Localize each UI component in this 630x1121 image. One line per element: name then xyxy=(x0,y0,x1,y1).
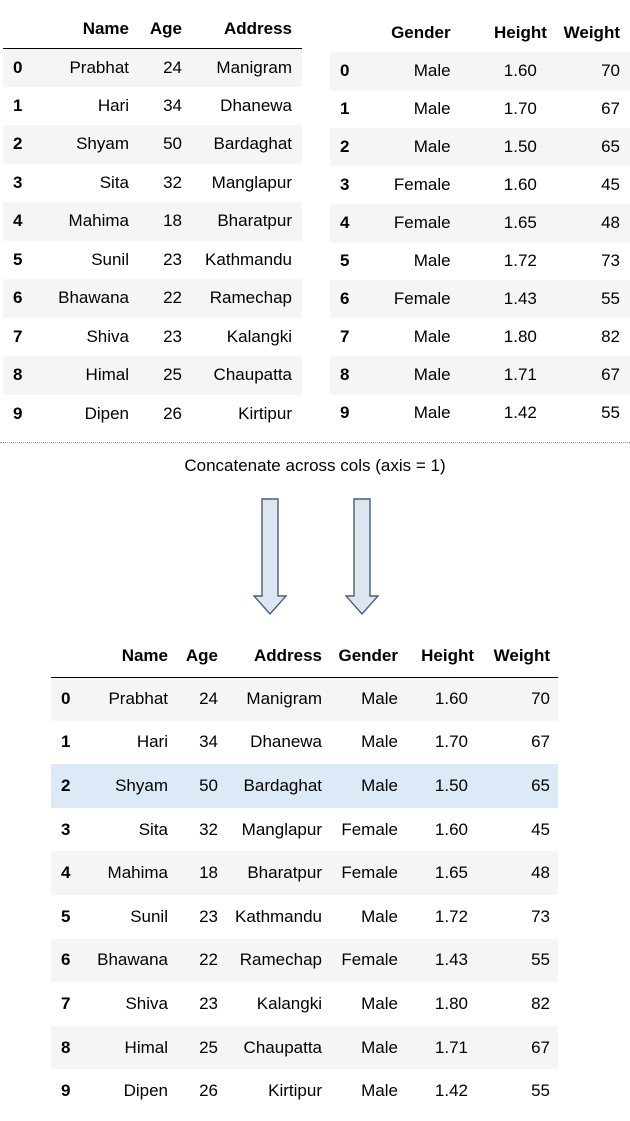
column-header: Name xyxy=(96,636,176,677)
table-row xyxy=(51,982,558,1026)
table-cell: Male xyxy=(413,365,451,384)
table-cell: 73 xyxy=(531,906,550,926)
table-cell: Dipen xyxy=(123,1081,168,1101)
table-cell: 1.60 xyxy=(503,61,537,80)
table-row xyxy=(51,677,558,721)
table-cell: Shyam xyxy=(76,134,129,154)
table-cell: 65 xyxy=(531,775,550,795)
table-cell: Mahima xyxy=(68,211,129,231)
column-header: Height xyxy=(406,636,482,677)
concatenated-dataframe-table xyxy=(51,636,558,1113)
table-row xyxy=(51,1026,558,1070)
column-header: Weight xyxy=(563,23,620,42)
table-cell: 1.70 xyxy=(503,99,537,118)
table-row xyxy=(330,280,630,318)
table-cell: Kalangki xyxy=(256,993,322,1013)
table-cell: 24 xyxy=(163,57,182,77)
table-row xyxy=(3,125,302,164)
table-cell: Himal xyxy=(85,365,129,385)
column-header: Height xyxy=(494,23,547,42)
table-cell: 82 xyxy=(601,327,620,346)
table-cell: 34 xyxy=(163,95,182,115)
table-cell: 1.71 xyxy=(434,1037,468,1057)
table-cell: Ramechap xyxy=(239,950,322,970)
table-cell: Sita xyxy=(138,819,168,839)
table-cell: 48 xyxy=(531,863,550,883)
column-header: Age xyxy=(176,636,226,677)
table-cell: 45 xyxy=(531,819,550,839)
table-cell: Prabhat xyxy=(108,689,168,709)
row-index: 5 xyxy=(340,251,350,270)
table-row xyxy=(3,241,302,280)
table-cell: Bardaghat xyxy=(213,134,292,154)
table-cell: 26 xyxy=(163,403,182,423)
table-cell: 1.71 xyxy=(503,365,537,384)
row-index: 0 xyxy=(340,61,350,80)
table-cell: Bhawana xyxy=(58,288,129,308)
row-index: 9 xyxy=(61,1081,71,1101)
table-cell: Male xyxy=(413,403,451,422)
table-cell: Manglapur xyxy=(211,172,292,192)
operation-caption: Concatenate across cols (axis = 1) xyxy=(184,456,446,475)
table-row xyxy=(330,52,630,90)
table-cell: Dhanewa xyxy=(250,732,322,752)
table-cell: 25 xyxy=(163,365,182,385)
table-row xyxy=(3,87,302,126)
table-cell: Chaupatta xyxy=(213,365,292,385)
row-index: 5 xyxy=(61,906,71,926)
table-cell: 1.50 xyxy=(434,775,468,795)
table-row xyxy=(330,318,630,356)
table-cell: Sunil xyxy=(91,249,129,269)
index-header xyxy=(51,636,96,677)
table-cell: 45 xyxy=(601,175,620,194)
table-header-row xyxy=(3,10,302,48)
row-index: 1 xyxy=(13,95,23,115)
table-row xyxy=(3,395,302,434)
table-cell: Hari xyxy=(136,732,168,752)
table-cell: 1.80 xyxy=(434,993,468,1013)
table-cell: Kirtipur xyxy=(238,403,292,423)
column-header: Gender xyxy=(330,636,406,677)
row-index: 6 xyxy=(340,289,350,308)
table-cell: 67 xyxy=(601,99,620,118)
table-cell: Dhanewa xyxy=(220,95,292,115)
table-cell: 23 xyxy=(163,326,182,346)
table-cell: 23 xyxy=(199,906,218,926)
column-header: Age xyxy=(137,10,190,48)
table-cell: Male xyxy=(361,1081,398,1101)
table-cell: 1.50 xyxy=(503,137,537,156)
table-cell: Male xyxy=(413,99,451,118)
table-cell: Female xyxy=(393,175,451,194)
table-cell: Male xyxy=(361,775,398,795)
table-cell: Hari xyxy=(97,95,129,115)
column-header: Name xyxy=(44,10,137,48)
table-cell: Mahima xyxy=(107,863,168,883)
table-row xyxy=(330,128,630,166)
row-index: 6 xyxy=(13,288,23,308)
table-cell: 1.72 xyxy=(434,906,468,926)
row-index: 4 xyxy=(13,211,23,231)
table-cell: Chaupatta xyxy=(243,1037,322,1057)
table-row xyxy=(3,356,302,395)
table-row xyxy=(330,356,630,394)
right-dataframe-table xyxy=(330,14,630,432)
table-cell: Manglapur xyxy=(241,819,322,839)
table-cell: Female xyxy=(393,213,451,232)
table-cell: Ramechap xyxy=(209,288,292,308)
table-cell: Sunil xyxy=(130,906,168,926)
row-index: 3 xyxy=(340,175,350,194)
table-row xyxy=(51,764,558,808)
table-cell: 1.80 xyxy=(503,327,537,346)
table-cell: 23 xyxy=(163,249,182,269)
table-cell: 70 xyxy=(531,689,550,709)
table-cell: Male xyxy=(361,906,398,926)
row-index: 9 xyxy=(13,403,23,423)
table-cell: Prabhat xyxy=(69,57,129,77)
table-cell: 82 xyxy=(531,993,550,1013)
table-cell: 67 xyxy=(531,732,550,752)
table-row xyxy=(330,394,630,432)
table-cell: Dipen xyxy=(84,403,129,423)
table-cell: 55 xyxy=(601,289,620,308)
table-cell: Himal xyxy=(124,1037,168,1057)
column-header: Address xyxy=(190,10,302,48)
table-cell: 1.72 xyxy=(503,251,537,270)
row-index: 0 xyxy=(13,57,23,77)
table-cell: 18 xyxy=(163,211,182,231)
table-cell: Male xyxy=(413,327,451,346)
row-index: 3 xyxy=(13,172,23,192)
table-cell: Shiva xyxy=(125,993,168,1013)
table-cell: Manigram xyxy=(246,689,322,709)
table-cell: 65 xyxy=(601,137,620,156)
table-row xyxy=(51,1069,558,1113)
table-cell: Kathmandu xyxy=(235,906,322,926)
table-row xyxy=(330,90,630,128)
table-header-row xyxy=(51,636,558,677)
table-row xyxy=(330,204,630,242)
table-cell: 26 xyxy=(199,1081,218,1101)
table-cell: Female xyxy=(393,289,451,308)
table-cell: 67 xyxy=(531,1037,550,1057)
table-row xyxy=(51,851,558,895)
left-dataframe-table xyxy=(3,10,302,433)
row-index: 1 xyxy=(61,732,71,752)
table-cell: 55 xyxy=(531,1081,550,1101)
row-index: 4 xyxy=(340,213,350,232)
table-cell: 1.60 xyxy=(503,175,537,194)
row-index: 8 xyxy=(340,365,350,384)
down-arrow-icon xyxy=(344,498,380,616)
row-index: 7 xyxy=(13,326,23,346)
table-row xyxy=(3,202,302,241)
table-cell: 1.43 xyxy=(434,950,468,970)
row-index: 2 xyxy=(13,134,23,154)
table-cell: 25 xyxy=(199,1037,218,1057)
row-index: 8 xyxy=(13,365,23,385)
table-cell: Bardaghat xyxy=(243,775,322,795)
table-cell: Kirtipur xyxy=(268,1081,322,1101)
table-cell: 22 xyxy=(163,288,182,308)
table-cell: 34 xyxy=(199,732,218,752)
table-cell: 1.60 xyxy=(434,819,468,839)
table-cell: Kalangki xyxy=(226,326,292,346)
row-index: 1 xyxy=(340,99,350,118)
index-header xyxy=(330,14,373,52)
table-row xyxy=(3,279,302,318)
table-cell: 1.42 xyxy=(434,1081,468,1101)
row-index: 2 xyxy=(340,137,350,156)
table-cell: 73 xyxy=(601,251,620,270)
table-cell: 32 xyxy=(199,819,218,839)
row-index: 7 xyxy=(340,327,350,346)
table-cell: Bhawana xyxy=(97,950,168,970)
table-cell: 1.60 xyxy=(434,689,468,709)
table-cell: Female xyxy=(341,819,398,839)
table-cell: 1.65 xyxy=(434,863,468,883)
table-cell: Female xyxy=(341,950,398,970)
table-cell: 55 xyxy=(531,950,550,970)
table-cell: Bharatpur xyxy=(247,863,322,883)
column-header: Gender xyxy=(391,23,451,42)
table-cell: Male xyxy=(361,993,398,1013)
row-index: 8 xyxy=(61,1037,71,1057)
table-row xyxy=(3,318,302,357)
down-arrow-icon xyxy=(252,498,288,616)
table-cell: 1.65 xyxy=(503,213,537,232)
table-row xyxy=(51,808,558,852)
table-cell: 1.70 xyxy=(434,732,468,752)
table-cell: 70 xyxy=(601,61,620,80)
table-row xyxy=(51,939,558,983)
table-cell: Male xyxy=(413,251,451,270)
table-cell: Male xyxy=(361,1037,398,1057)
table-cell: Male xyxy=(361,732,398,752)
table-cell: 18 xyxy=(199,863,218,883)
row-index: 4 xyxy=(61,863,71,883)
table-cell: Shiva xyxy=(86,326,129,346)
column-header: Weight xyxy=(482,636,558,677)
table-cell: Male xyxy=(413,137,451,156)
table-cell: 48 xyxy=(601,213,620,232)
row-index: 3 xyxy=(61,819,71,839)
table-row xyxy=(51,721,558,765)
table-cell: Shyam xyxy=(115,775,168,795)
row-index: 7 xyxy=(61,993,71,1013)
row-index: 9 xyxy=(340,403,350,422)
table-row xyxy=(51,895,558,939)
table-cell: 1.42 xyxy=(503,403,537,422)
table-cell: Male xyxy=(361,689,398,709)
table-cell: Bharatpur xyxy=(217,211,292,231)
table-cell: Male xyxy=(413,61,451,80)
table-cell: 55 xyxy=(601,403,620,422)
table-row xyxy=(330,166,630,204)
table-row xyxy=(3,48,302,87)
row-index: 0 xyxy=(61,689,71,709)
table-header-row xyxy=(330,14,630,52)
table-cell: 50 xyxy=(199,775,218,795)
section-divider xyxy=(0,442,630,443)
row-index: 5 xyxy=(13,249,23,269)
table-cell: 1.43 xyxy=(503,289,537,308)
table-cell: 50 xyxy=(163,134,182,154)
row-index: 6 xyxy=(61,950,71,970)
table-cell: 24 xyxy=(199,689,218,709)
table-cell: Manigram xyxy=(216,57,292,77)
table-row xyxy=(3,164,302,203)
column-header: Address xyxy=(226,636,330,677)
table-cell: 22 xyxy=(199,950,218,970)
table-row xyxy=(330,242,630,280)
table-cell: 23 xyxy=(199,993,218,1013)
table-cell: Sita xyxy=(99,172,129,192)
index-header xyxy=(3,10,44,48)
table-cell: Female xyxy=(341,863,398,883)
table-cell: Kathmandu xyxy=(205,249,292,269)
table-cell: 32 xyxy=(163,172,182,192)
row-index: 2 xyxy=(61,775,71,795)
table-cell: 67 xyxy=(601,365,620,384)
